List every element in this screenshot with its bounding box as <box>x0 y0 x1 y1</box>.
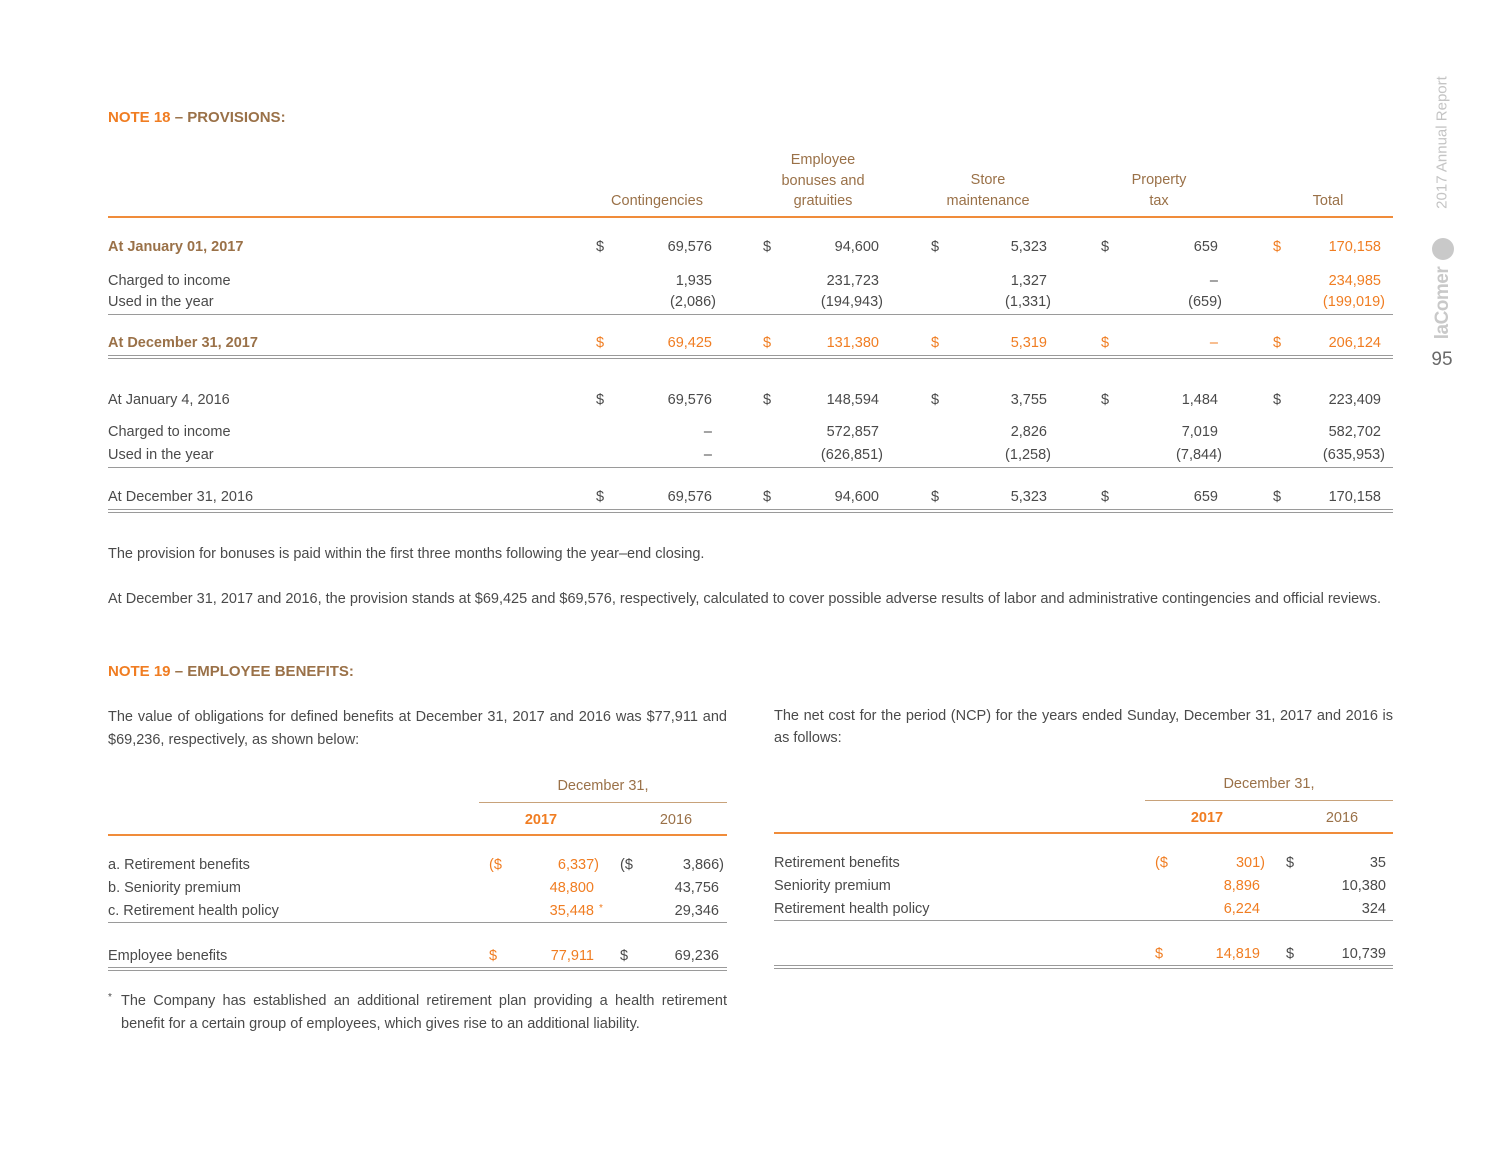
rule-2017-total <box>108 355 1393 359</box>
left-row-pri: 29,346 <box>674 903 719 919</box>
provision-value-s: 5,323 <box>1010 239 1047 255</box>
bonus-paragraph: The provision for bonuses is paid within the first three months following the year–end closing. <box>108 546 705 562</box>
provision-value-e: 148,594 <box>826 392 879 408</box>
provision-currency: $ <box>931 489 940 505</box>
left-year-prior: 2016 <box>659 812 693 828</box>
page-number: 95 <box>1431 349 1453 370</box>
provision-currency: $ <box>596 239 605 255</box>
note18-title-text: – PROVISIONS: <box>170 109 286 126</box>
right-row-pri-sym: $ <box>1286 855 1295 871</box>
provision-value-s: 5,323 <box>1010 489 1047 505</box>
header-store-maintenance <box>918 170 1058 211</box>
left-row-cur: 6,337) <box>557 857 599 873</box>
left-total-pri: 69,236 <box>674 948 719 964</box>
provision-value-p: 7,019 <box>1181 424 1218 440</box>
provision-value-t: (199,019) <box>1322 294 1385 310</box>
provision-row-label: Used in the year <box>108 294 214 310</box>
provision-row-label: Charged to income <box>108 424 231 440</box>
provision-currency: $ <box>1273 392 1282 408</box>
header-contingencies: Contingencies <box>611 193 703 209</box>
header-total: Total <box>1312 193 1344 209</box>
left-dec-rule <box>479 802 727 803</box>
right-row-cur: 6,224 <box>1223 901 1260 917</box>
right-dec-rule <box>1145 800 1393 801</box>
right-row-cur: 301) <box>1235 855 1265 871</box>
right-row-pri: 324 <box>1361 901 1386 917</box>
provision-value-e: 94,600 <box>834 489 879 505</box>
right-intro: The net cost for the period (NCP) for the years ended Sunday, December 31, 2017 and 2016 is as follows: <box>774 708 1393 746</box>
right-dec-header: December 31, <box>1223 776 1315 792</box>
provision-row-label: At January 01, 2017 <box>108 239 244 255</box>
provision-value-p: 659 <box>1193 239 1218 255</box>
header-employee-line3: gratuities <box>793 193 853 209</box>
left-total-cur-sym: $ <box>489 948 498 964</box>
provision-value-t: 223,409 <box>1328 392 1381 408</box>
provision-value-e: (626,851) <box>820 447 883 463</box>
left-sub-rule <box>108 922 727 923</box>
left-row-cur: 48,800 <box>549 880 594 896</box>
header-employee-line2: bonuses and <box>781 172 865 189</box>
provision-value-s: 3,755 <box>1010 392 1047 408</box>
left-header-rule <box>108 834 727 836</box>
provision-currency: $ <box>1101 489 1110 505</box>
right-row-cur: 8,896 <box>1223 878 1260 894</box>
left-total-cur: 77,911 <box>550 948 594 964</box>
provision-value-c: 69,576 <box>667 392 712 408</box>
provision-value-c: 1,935 <box>675 273 712 289</box>
note19-title <box>108 663 354 680</box>
left-row-pri: 3,866) <box>682 857 724 873</box>
note19-title-text: – EMPLOYEE BENEFITS: <box>170 663 354 680</box>
footnote-text: The Company has established an additional retirement plan providing a health retirement benefit for a certain group of employees, which gives rise to an additional liability. <box>121 993 727 1032</box>
right-total-pri-sym: $ <box>1286 946 1295 962</box>
left-total-label: Employee benefits <box>108 948 228 964</box>
right-row-label: Retirement health policy <box>774 901 930 917</box>
provision-row-label: Used in the year <box>108 447 214 463</box>
report-title: 2017 Annual Report <box>1433 76 1451 209</box>
provision-currency: $ <box>1101 392 1110 408</box>
provision-currency: $ <box>763 335 772 351</box>
left-total-pri-sym: $ <box>620 948 629 964</box>
provision-value-p: (659) <box>1188 294 1222 310</box>
right-total-pri: 10,739 <box>1341 946 1386 962</box>
header-rule <box>108 216 1393 218</box>
provision-currency: $ <box>596 335 605 351</box>
right-total-cur-sym: $ <box>1155 946 1164 962</box>
provision-value-s: 5,319 <box>1010 335 1047 351</box>
left-row-pri: 43,756 <box>674 880 719 896</box>
side-header <box>1417 66 1467 370</box>
left-row-label: a. Retirement benefits <box>108 857 250 873</box>
provision-value-e: 94,600 <box>834 239 879 255</box>
right-total-cur: 14,819 <box>1215 946 1260 962</box>
provision-value-e: 131,380 <box>826 335 879 351</box>
right-row-label: Seniority premium <box>774 878 891 894</box>
provision-row-label: At December 31, 2017 <box>108 335 258 351</box>
provision-value-s: 1,327 <box>1010 273 1047 289</box>
right-sub-rule <box>774 920 1393 921</box>
right-header-rule <box>774 832 1393 834</box>
provision-value-s: (1,331) <box>1005 294 1051 310</box>
footnote-mark: * <box>108 992 112 1003</box>
provision-value-c: (2,086) <box>670 294 716 310</box>
left-year-current: 2017 <box>524 812 558 828</box>
provision-value-t: 170,158 <box>1328 489 1381 505</box>
provision-value-t: 206,124 <box>1328 335 1381 351</box>
provision-value-p: – <box>1209 273 1218 289</box>
header-property-tax <box>1089 170 1229 211</box>
provision-value-e: (194,943) <box>820 294 883 310</box>
note18-title <box>108 109 286 126</box>
left-intro: The value of obligations for defined benefits at December 31, 2017 and 2016 was $77,911 and $69,236, respectively, as shown below: <box>108 709 727 748</box>
header-employee-line1: Employee <box>790 152 856 168</box>
left-row-pri-sym: ($ <box>620 857 633 873</box>
right-year-current: 2017 <box>1190 810 1224 826</box>
note18-number: NOTE 18 <box>108 109 171 126</box>
right-row-label: Retirement benefits <box>774 855 900 871</box>
provision-currency: $ <box>596 392 605 408</box>
provision-value-s: (1,258) <box>1005 447 1051 463</box>
rule-2016-sub <box>108 467 1393 468</box>
provision-value-p: (7,844) <box>1176 447 1222 463</box>
provision-row-label: At December 31, 2016 <box>108 489 254 505</box>
rule-2016-total <box>108 509 1393 513</box>
note19-number: NOTE 19 <box>108 663 171 680</box>
right-row-pri: 35 <box>1369 855 1386 871</box>
provision-currency: $ <box>596 489 605 505</box>
provision-currency: $ <box>1101 239 1110 255</box>
provision-currency: $ <box>1273 335 1282 351</box>
provision-value-t: 170,158 <box>1328 239 1381 255</box>
provision-value-e: 572,857 <box>826 424 879 440</box>
left-row-star: * <box>599 903 603 914</box>
provision-value-c: 69,425 <box>667 335 712 351</box>
header-employee-bonuses <box>753 150 893 212</box>
provision-currency: $ <box>931 239 940 255</box>
provision-currency: $ <box>763 392 772 408</box>
right-year-prior: 2016 <box>1325 810 1359 826</box>
provision-value-p: – <box>1209 335 1218 351</box>
right-row-pri: 10,380 <box>1341 878 1386 894</box>
provision-paragraph: At December 31, 2017 and 2016, the provision stands at $69,425 and $69,576, respectively, calculated to cover possible adverse results of labor and administrative contingencies and official reviews. <box>108 591 1381 607</box>
provision-value-c: – <box>703 447 712 463</box>
provision-value-p: 1,484 <box>1181 392 1218 408</box>
provision-currency: $ <box>763 489 772 505</box>
provision-value-p: 659 <box>1193 489 1218 505</box>
header-store-line1: Store <box>970 172 1006 188</box>
provision-value-e: 231,723 <box>826 273 879 289</box>
provision-value-t: 234,985 <box>1328 273 1381 289</box>
provision-currency: $ <box>1273 239 1282 255</box>
header-property-line1: Property <box>1131 172 1187 188</box>
left-row-label: b. Seniority premium <box>108 880 241 896</box>
left-dec-header: December 31, <box>557 778 649 794</box>
brand-logo: laComer <box>1432 266 1453 340</box>
provision-value-s: 2,826 <box>1010 424 1047 440</box>
header-store-line2: maintenance <box>946 192 1030 209</box>
provision-row-label: At January 4, 2016 <box>108 392 230 408</box>
right-row-cur-sym: ($ <box>1155 855 1168 871</box>
provision-value-c: 69,576 <box>667 489 712 505</box>
left-row-label: c. Retirement health policy <box>108 903 279 919</box>
provision-row-label: Charged to income <box>108 273 231 289</box>
provision-value-c: – <box>703 424 712 440</box>
provision-value-t: 582,702 <box>1328 424 1381 440</box>
provision-value-t: (635,953) <box>1322 447 1385 463</box>
provision-currency: $ <box>931 335 940 351</box>
provision-currency: $ <box>1273 489 1282 505</box>
header-property-line2: tax <box>1149 192 1169 209</box>
left-row-cur-sym: ($ <box>489 857 502 873</box>
left-total-rule <box>108 967 727 971</box>
right-total-rule <box>774 965 1393 969</box>
left-row-cur: 35,448 <box>549 903 594 919</box>
provision-currency: $ <box>1101 335 1110 351</box>
rule-2017-sub <box>108 314 1393 315</box>
provision-value-c: 69,576 <box>667 239 712 255</box>
provision-currency: $ <box>931 392 940 408</box>
provision-currency: $ <box>763 239 772 255</box>
